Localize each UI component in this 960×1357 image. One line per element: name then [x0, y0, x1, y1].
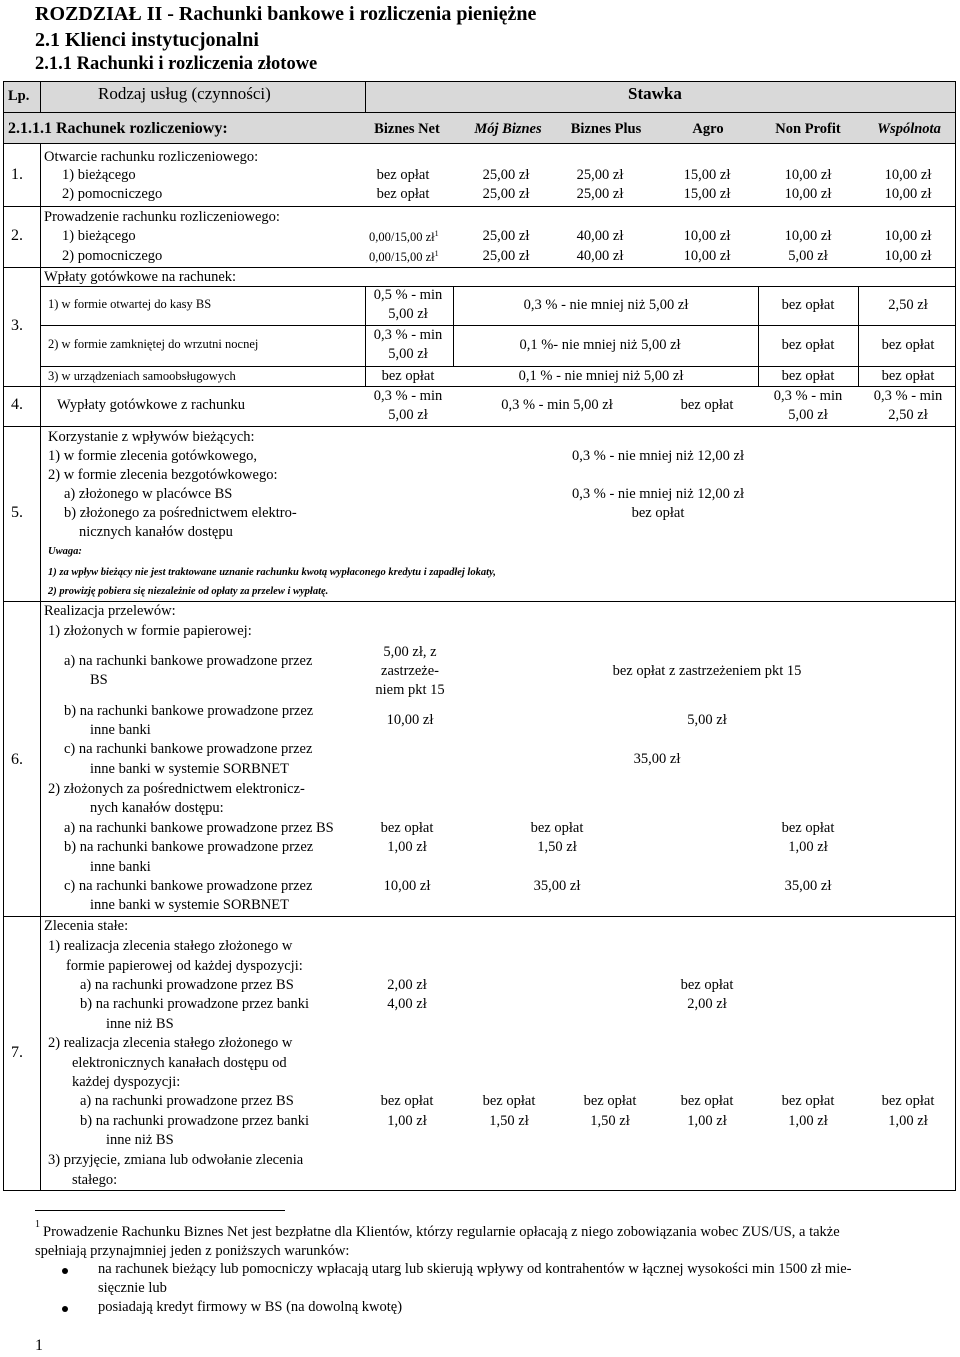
rate-value: bez opłat	[781, 1093, 835, 1109]
rate-value: 10,00 zł	[884, 248, 932, 264]
row-item: nicznych kanałów dostępu	[79, 524, 233, 540]
rate-value: bez opłat	[680, 1093, 734, 1109]
rate-value: 5,00 zł	[388, 346, 428, 362]
row-item: a) na rachunki prowadzone przez BS	[80, 1093, 294, 1109]
rate-value: 0,3 % - min 5,00 zł	[501, 397, 613, 413]
row-number: 4.	[11, 396, 23, 413]
page-number: 1	[35, 1337, 43, 1354]
rate-value: bez opłat	[376, 167, 430, 183]
rate-value: 0,00/15,00 $zł^1$	[369, 229, 439, 245]
note-line: 1) za wpływ bieżący nie jest traktowane uznanie rachunku kwotą wypłaconego kredytu i zapadłej lokaty,	[48, 567, 496, 578]
rate-value: 1,00 zł	[888, 1113, 928, 1129]
footnote-text: Prowadzenie Rachunku Biznes Net jest bezpłatne dla Klientów, którzy regularnie opłacają z niego zobowiązania wobec ZUS/US, a także	[43, 1224, 840, 1240]
row-item: a) na rachunki bankowe prowadzone przez	[64, 653, 313, 669]
rate-value: 1,00 zł	[387, 1113, 427, 1129]
rate-value: bez opłat	[631, 505, 685, 521]
row-item: 3) w urządzeniach samoobsługowych	[48, 369, 236, 383]
rate-value: 2,00 zł	[687, 996, 727, 1012]
rate-value: 1,00 zł	[788, 1113, 828, 1129]
rate-value: 1,50 zł	[590, 1113, 630, 1129]
rate-value: 0,3 % - min	[373, 327, 443, 343]
rate-value: bez opłat	[781, 337, 835, 353]
rate-value: 1,00 zł	[687, 1113, 727, 1129]
row-title: Realizacja przelewów:	[44, 603, 176, 619]
rate-value: 0,3 % - nie mniej niż 12,00 zł	[572, 486, 744, 502]
row-title: Prowadzenie rachunku rozliczeniowego:	[44, 209, 280, 225]
rate-value: 0,3 % - min	[873, 388, 943, 404]
rate-value: 0,5 % - min	[373, 287, 443, 303]
note-line: 2) prowizję pobiera się niezależnie od opłaty za przelew i wypłatę.	[48, 586, 329, 597]
rate-value: 0,3 % - nie mniej niż 12,00 zł	[572, 448, 744, 464]
rate-value: 25,00 zł	[576, 167, 624, 183]
row-item: b) na rachunki bankowe prowadzone przez	[64, 839, 314, 855]
account-section-title: 2.1.1.1 Rachunek rozliczeniowy:	[8, 120, 228, 137]
rate-value: 0,00/15,00 $zł^1$	[369, 249, 439, 265]
row-item: b) na rachunki bankowe prowadzone przez	[64, 703, 314, 719]
row-item: inne niż BS	[106, 1132, 174, 1148]
rate-value: 25,00 zł	[482, 186, 530, 202]
row-title: Wypłaty gotówkowe z rachunku	[57, 397, 245, 413]
rate-value: 10,00 zł	[386, 712, 434, 728]
col-lp-header: Lp.	[8, 88, 30, 104]
rate-value: 35,00 zł	[533, 878, 581, 894]
rate-value: bez opłat	[380, 820, 434, 836]
rate-value: 0,1 % - nie mniej niż 5,00 zł	[518, 368, 684, 384]
rate-value: bez opłat	[530, 820, 584, 836]
rate-value: bez opłat	[583, 1093, 637, 1109]
bullet-icon	[62, 1306, 68, 1312]
row-item: inne banki	[90, 859, 151, 875]
rate-value: bez opłat	[781, 368, 835, 384]
footnote-bullet-text: na rachunek bieżący lub pomocniczy wpłacają utarg lub skierują wpływy od kontrahentów w łącznej wysokości min 1500 zł mie-	[98, 1261, 852, 1277]
rate-value: 15,00 zł	[683, 167, 731, 183]
row-number: 5.	[11, 504, 23, 521]
row-item: 2) złożonych za pośrednictwem elektronicz-	[48, 781, 305, 797]
row-item: 2) w formie zlecenia bezgotówkowego:	[48, 467, 278, 483]
rate-value: 10,00 zł	[884, 228, 932, 244]
row-item: a) na rachunki prowadzone przez BS	[80, 977, 294, 993]
rate-value: 40,00 zł	[576, 228, 624, 244]
rate-value: 25,00 zł	[482, 167, 530, 183]
rate-value: bez opłat	[482, 1093, 536, 1109]
rate-value: niem pkt 15	[375, 682, 445, 698]
row-item: b) na rachunki prowadzone przez banki	[80, 1113, 310, 1129]
rate-value: 10,00 zł	[784, 228, 832, 244]
row-number: 2.	[11, 227, 23, 244]
rate-value: bez opłat	[380, 1093, 434, 1109]
footnote-bullet-text: sięcznie lub	[98, 1280, 167, 1296]
row-item: 2) w formie zamkniętej do wrzutni nocnej	[48, 337, 259, 351]
rate-value: 2,50 zł	[888, 407, 928, 423]
row-title: Korzystanie z wpływów bieżących:	[48, 429, 255, 445]
rate-value: bez opłat	[381, 368, 435, 384]
row-item: każdej dyspozycji:	[72, 1074, 181, 1090]
row-number: 7.	[11, 1044, 23, 1061]
row-item: inne banki w systemie SORBNET	[90, 761, 289, 777]
rate-value: bez opłat z zastrzeżeniem pkt 15	[612, 663, 802, 679]
rate-value: bez opłat	[881, 368, 935, 384]
rate-value: bez opłat	[680, 397, 734, 413]
col-biznes-plus: Biznes Plus	[570, 121, 642, 137]
row-item: inne banki w systemie SORBNET	[90, 897, 289, 913]
rate-value: 0,3 % - nie mniej niż 5,00 zł	[523, 297, 689, 313]
rate-value: 5,00 zł, z	[383, 644, 437, 660]
note-title: Uwaga:	[48, 546, 82, 557]
col-service-header: Rodzaj usług (czynności)	[98, 84, 271, 103]
row-item: c) na rachunki bankowe prowadzone przez	[64, 741, 313, 757]
rate-value: 1,50 zł	[537, 839, 577, 855]
rate-value: 2,00 zł	[387, 977, 427, 993]
rate-value: bez opłat	[680, 977, 734, 993]
row-number: 1.	[11, 166, 23, 183]
rate-value: bez opłat	[881, 337, 935, 353]
rate-value: 35,00 zł	[784, 878, 832, 894]
row-item: 2) realizacja zlecenia stałego złożonego w	[48, 1035, 293, 1051]
col-moj-biznes: Mój Biznes	[474, 121, 542, 137]
row-item: 1) realizacja zlecenia stałego złożonego w	[48, 938, 293, 954]
row-item: a) na rachunki bankowe prowadzone przez BS	[64, 820, 334, 836]
rate-value: 5,00 zł	[687, 712, 727, 728]
row-item: b) złożonego za pośrednictwem elektro-	[64, 505, 297, 521]
rate-value: 2,50 zł	[888, 297, 928, 313]
footnote-text: spełniają przynajmniej jeden z poniższych warunków:	[35, 1243, 350, 1259]
rate-value: 10,00 zł	[784, 186, 832, 202]
row-item: inne banki	[90, 722, 151, 738]
rate-value: 0,3 % - min	[773, 388, 843, 404]
rate-value: 5,00 zł	[388, 306, 428, 322]
rate-value: 10,00 zł	[683, 228, 731, 244]
rate-value: 40,00 zł	[576, 248, 624, 264]
row-item: a) złożonego w placówce BS	[64, 486, 233, 502]
row-item: 1) w formie zlecenia gotówkowego,	[48, 448, 257, 464]
rate-value: 25,00 zł	[576, 186, 624, 202]
section-heading: 2.1 Klienci instytucjonalni	[35, 29, 259, 51]
row-item: b) na rachunki prowadzone przez banki	[80, 996, 310, 1012]
row-title: Wpłaty gotówkowe na rachunek:	[44, 269, 237, 285]
rate-value: 1,00 zł	[788, 839, 828, 855]
rate-value: 5,00 zł	[388, 407, 428, 423]
row-item: elektronicznych kanałach dostępu od	[72, 1055, 287, 1071]
row-item: stałego:	[72, 1172, 118, 1188]
col-wspolnota: Wspólnota	[877, 121, 941, 137]
rate-value: 4,00 zł	[387, 996, 427, 1012]
rate-value: bez opłat	[376, 186, 430, 202]
rate-value: zastrzeże-	[381, 663, 439, 679]
footnote-separator	[35, 1210, 285, 1211]
rate-value: 1,50 zł	[489, 1113, 529, 1129]
rate-value: 5,00 zł	[788, 407, 828, 423]
row-title: Otwarcie rachunku rozliczeniowego:	[44, 149, 259, 165]
rate-value: 1,00 zł	[387, 839, 427, 855]
rate-value: 10,00 zł	[884, 167, 932, 183]
row-item: 1) bieżącego	[62, 167, 136, 183]
rate-value: 0,3 % - min	[373, 388, 443, 404]
rate-value: bez opłat	[881, 1093, 935, 1109]
row-item: BS	[90, 672, 108, 688]
bullet-icon	[62, 1268, 68, 1274]
row-item: c) na rachunki bankowe prowadzone przez	[64, 878, 313, 894]
col-agro: Agro	[692, 121, 724, 137]
row-number: 6.	[11, 751, 23, 768]
rate-value: 10,00 zł	[884, 186, 932, 202]
row-item: 1) w formie otwartej do kasy BS	[48, 297, 212, 311]
row-item: 2) pomocniczego	[62, 186, 163, 202]
row-item: 1) bieżącego	[62, 228, 136, 244]
row-title: Zlecenia stałe:	[44, 918, 129, 934]
row-number: 3.	[11, 317, 23, 334]
rate-value: bez opłat	[781, 820, 835, 836]
subsection-heading: 2.1.1 Rachunki i rozliczenia złotowe	[35, 54, 318, 74]
col-rate-header: Stawka	[628, 84, 682, 103]
rate-value: 0,1 %- nie mniej niż 5,00 zł	[519, 337, 681, 353]
row-item: inne niż BS	[106, 1016, 174, 1032]
row-item: nych kanałów dostępu:	[90, 800, 224, 816]
rate-value: 25,00 zł	[482, 248, 530, 264]
row-item: 1) złożonych w formie papierowej:	[48, 623, 252, 639]
rate-value: 10,00 zł	[383, 878, 431, 894]
footnote-mark: 1	[35, 1219, 40, 1230]
row-item: 2) pomocniczego	[62, 248, 163, 264]
footnote-bullet-text: posiadają kredyt firmowy w BS (na dowolną kwotę)	[98, 1299, 403, 1315]
chapter-heading: ROZDZIAŁ II - Rachunki bankowe i rozliczenia pieniężne	[35, 3, 537, 25]
rate-value: bez opłat	[781, 297, 835, 313]
col-biznes-net: Biznes Net	[374, 121, 440, 137]
row-item: 3) przyjęcie, zmiana lub odwołanie zlecenia	[48, 1152, 304, 1168]
row-item: formie papierowej od każdej dyspozycji:	[66, 958, 303, 974]
rate-value: 10,00 zł	[784, 167, 832, 183]
rate-value: 35,00 zł	[633, 751, 681, 767]
rate-value: 10,00 zł	[683, 248, 731, 264]
rate-value: 25,00 zł	[482, 228, 530, 244]
rate-value: 15,00 zł	[683, 186, 731, 202]
rate-value: 5,00 zł	[788, 248, 828, 264]
col-non-profit: Non Profit	[775, 121, 841, 137]
